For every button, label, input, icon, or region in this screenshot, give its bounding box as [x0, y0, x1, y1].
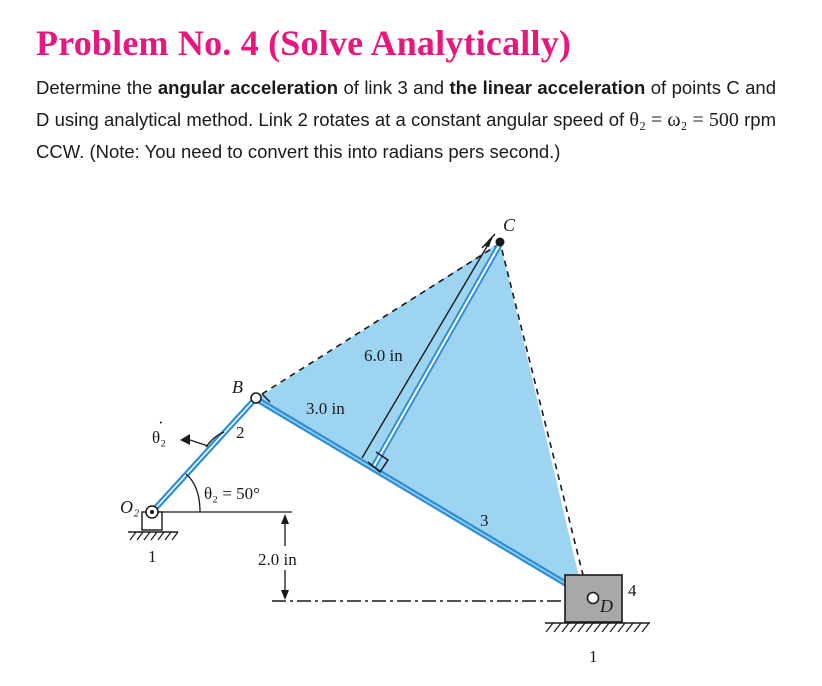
- text-segment: Determine the: [36, 77, 158, 98]
- pin-d: [588, 593, 599, 604]
- text-segment: of points C and D using analytical method. Link 2 rotates at a constant angular speed of: [36, 77, 776, 130]
- point-c: [496, 238, 505, 247]
- dim-3in-label: 3.0 in: [306, 399, 345, 418]
- label-angle: θ₂ = 50°: [204, 484, 260, 503]
- label-link3: 3: [480, 511, 489, 530]
- angle-arc: [186, 474, 200, 512]
- dim-2in-arrow-top: [281, 514, 289, 524]
- label-ground-left: 1: [148, 547, 157, 566]
- bold-term: angular acceleration: [157, 77, 339, 98]
- text-segment: rpm CCW. (Note: You need to convert this into radians pers second.): [36, 109, 776, 162]
- label-link2: 2: [236, 423, 245, 442]
- label-o2: O₂: [120, 497, 140, 517]
- pin-b: [251, 393, 261, 403]
- label-link4: 4: [628, 581, 637, 600]
- ground-right-hatch: [546, 623, 649, 632]
- angular-speed-arrowhead: [180, 434, 190, 445]
- angular-speed-expression: θ₂ = ω₂ = 500: [629, 109, 739, 131]
- ground-left-hatch: [130, 532, 178, 540]
- link3-body: [258, 242, 583, 594]
- label-c: C: [503, 215, 516, 235]
- label-theta2-dot: θ₂: [152, 428, 167, 447]
- label-ground-right: 1: [589, 647, 598, 666]
- angular-speed-stem: [190, 440, 208, 446]
- label-b: B: [232, 377, 243, 397]
- bold-term: the linear acceleration: [449, 77, 646, 98]
- label-d: D: [600, 596, 613, 616]
- dim-2in-arrow-bottom: [281, 590, 289, 600]
- dim-2in-label: 2.0 in: [258, 550, 297, 569]
- theta-dot-mark: ·: [158, 413, 164, 432]
- text-segment: of link 3 and: [338, 77, 450, 98]
- dim-6in-label: 6.0 in: [364, 346, 403, 365]
- page-title: Problem No. 4 (Solve Analytically): [36, 23, 572, 63]
- o2-pin: [150, 510, 154, 514]
